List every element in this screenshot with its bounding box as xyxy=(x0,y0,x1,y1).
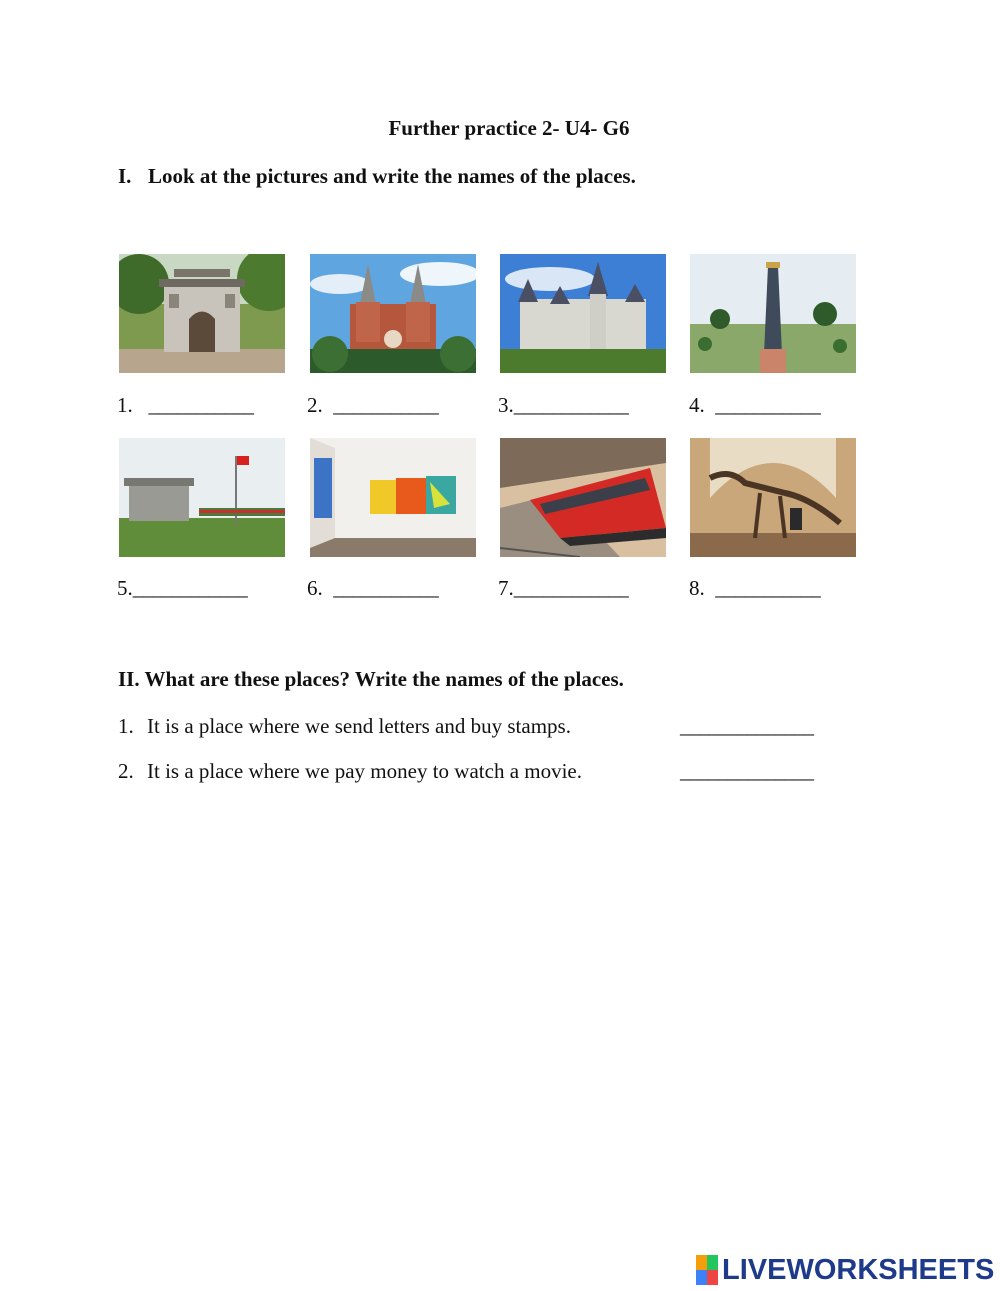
question-2: 2. It is a place where we pay money to watch a movie. xyxy=(118,759,583,783)
picture-castle xyxy=(500,254,666,373)
answer-blank-5[interactable]: ____________ xyxy=(132,576,247,600)
answer-blank-1[interactable]: ___________ xyxy=(148,393,253,417)
item-label-5: 5.____________ xyxy=(117,576,247,600)
liveworksheets-logo[interactable] xyxy=(696,1252,994,1288)
answer-blank-3[interactable]: ____________ xyxy=(513,393,628,417)
item-label-7: 7.____________ xyxy=(498,576,628,600)
item-label-3: 3.____________ xyxy=(498,393,628,417)
item-label-1: 1. ___________ xyxy=(117,393,253,417)
picture-temple-gate xyxy=(119,254,285,373)
liveworksheets-wordmark: LIVEWORKSHEETS xyxy=(722,1253,995,1286)
picture-mausoleum xyxy=(119,438,285,557)
picture-train-station xyxy=(500,438,666,557)
section-2-heading: II. What are these places? Write the names of the places. xyxy=(118,667,624,691)
answer-blank-4[interactable]: ___________ xyxy=(715,393,820,417)
picture-cathedral xyxy=(310,254,476,373)
picture-dinosaur-museum xyxy=(690,438,856,557)
section-1-number: I. xyxy=(118,164,132,188)
picture-art-gallery xyxy=(310,438,476,557)
section-1-heading xyxy=(118,164,636,189)
page-title: Further practice 2- U4- G6 xyxy=(388,116,630,140)
section-1-heading-text: Look at the pictures and write the names of the places. xyxy=(148,164,636,188)
answer-blank-8[interactable]: ___________ xyxy=(715,576,820,600)
question-2-text: It is a place where we pay money to watch a movie. xyxy=(147,759,583,783)
answer-blank-2[interactable]: ___________ xyxy=(333,393,438,417)
picture-monument xyxy=(690,254,856,373)
item-label-6: 6. ___________ xyxy=(307,576,438,600)
question-1-answer-blank[interactable]: ______________ xyxy=(680,714,813,738)
item-label-8: 8. ___________ xyxy=(689,576,820,600)
answer-blank-7[interactable]: ____________ xyxy=(513,576,628,600)
answer-blank-6[interactable]: ___________ xyxy=(333,576,438,600)
liveworksheets-icon xyxy=(696,1255,718,1285)
question-2-answer-blank[interactable]: ______________ xyxy=(680,759,813,783)
question-1: 1. It is a place where we send letters and buy stamps. xyxy=(118,714,571,738)
item-label-4: 4. ___________ xyxy=(689,393,820,417)
item-label-2: 2. ___________ xyxy=(307,393,438,417)
question-1-text: It is a place where we send letters and buy stamps. xyxy=(147,714,571,738)
